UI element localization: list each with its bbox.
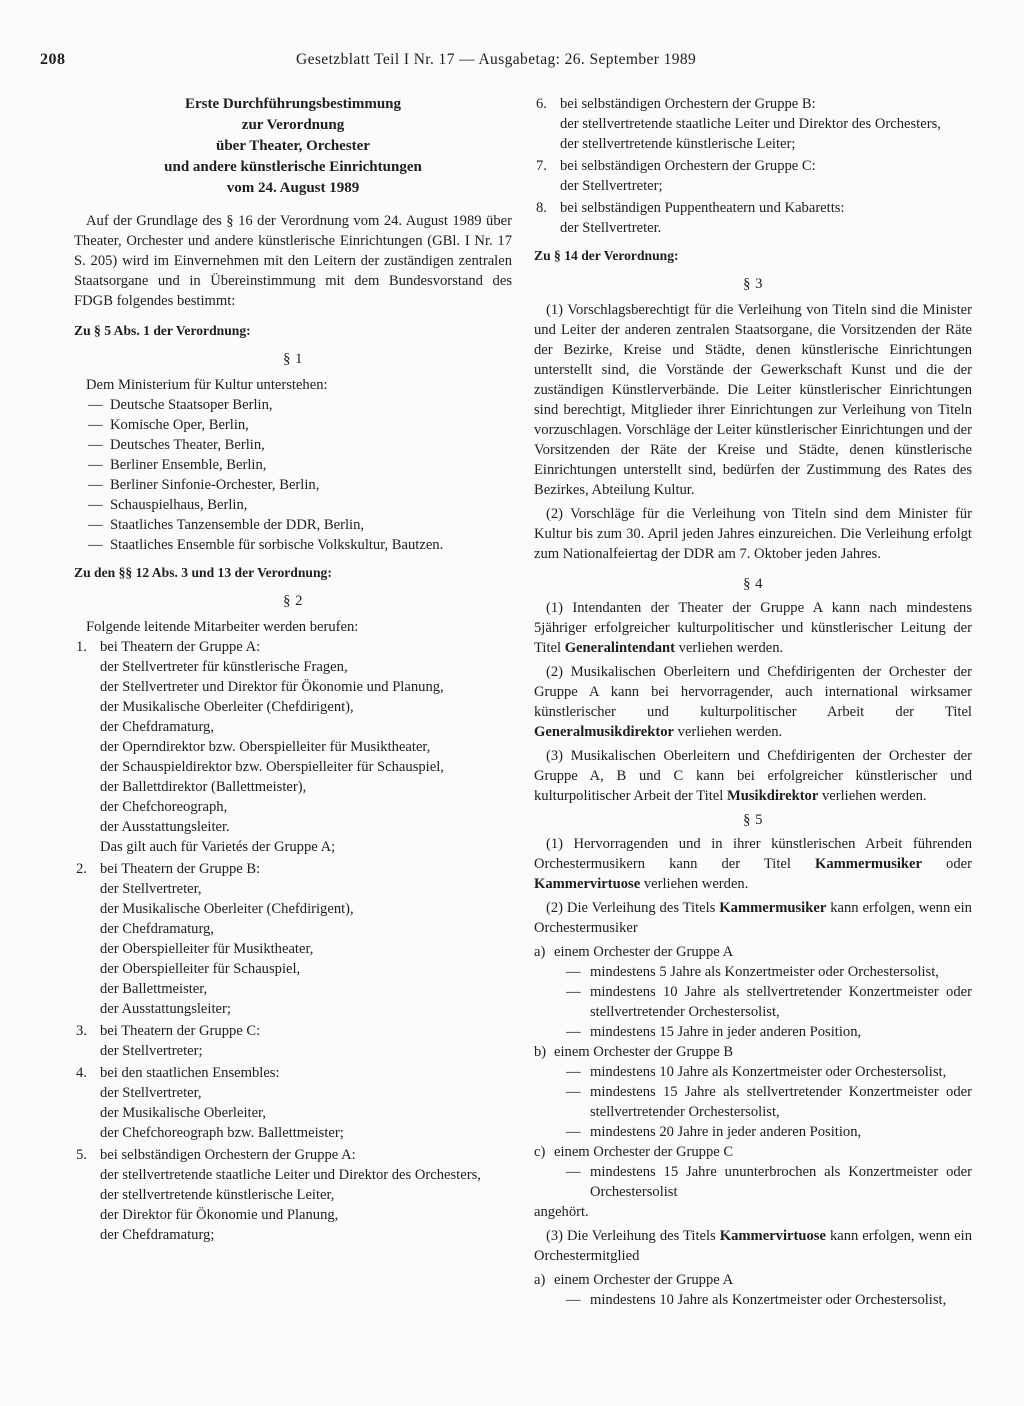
text: verliehen werden. (643, 876, 749, 892)
line: der Musikalische Oberleiter, (100, 1105, 266, 1121)
list-item: — Staatliches Tanzensemble der DDR, Berlin, (88, 515, 512, 535)
line: bei Theatern der Gruppe A: (100, 639, 261, 655)
line: bei selbständigen Orchestern der Gruppe B: (560, 96, 816, 112)
line: bei selbständigen Orchestern der Gruppe A: (100, 1147, 356, 1163)
section-3-title: § 3 (743, 276, 763, 292)
institutions-list (88, 395, 512, 555)
item-number: 7. (536, 158, 547, 174)
text: verliehen werden. (678, 640, 784, 656)
line: der Stellvertreter für künstlerische Fragen, (100, 659, 348, 675)
closing-text: angehört. (534, 1204, 589, 1220)
line: bei selbständigen Puppentheatern und Kabaretts: (560, 200, 845, 216)
subheading-zu-14: Zu § 14 der Verordnung: (534, 248, 679, 263)
section-4-para-2 (534, 662, 972, 742)
line: der Musikalische Oberleiter (Chefdirigent), (100, 901, 354, 917)
right-column (534, 94, 972, 1310)
line: der stellvertretende staatliche Leiter und Direktor des Orchesters, (100, 1167, 481, 1183)
list-item (74, 1063, 512, 1143)
section-3-para-2: (2) Vorschläge für die Verleihung von Titeln sind dem Minister für Kultur bis zum 30. April jeden Jahres einzureichen. Die Verleihung erfolgt zum Nationalfeiertag der DDR am 7. Oktober jeden Jahres. (534, 506, 972, 562)
title-term: Kammermusiker (815, 856, 922, 872)
section-5-para-3 (534, 1226, 972, 1266)
section-4-para-1 (534, 598, 972, 658)
title-line-1: Erste Durchführungsbestimmung (185, 96, 401, 112)
line: der Chefchoreograph bzw. Ballettmeister; (100, 1125, 344, 1141)
criteria-a (534, 942, 972, 962)
item-number: 4. (76, 1065, 87, 1081)
list-item: — Komische Oper, Berlin, (88, 415, 512, 435)
list-item: — mindestens 5 Jahre als Konzertmeister oder Orchestersolist, (566, 962, 972, 982)
section-1-title: § 1 (283, 351, 303, 367)
line: der Stellvertreter. (560, 220, 662, 236)
list-item: — mindestens 15 Jahre als stellvertretender Konzertmeister oder stellvertretender Orchestersolist, (566, 1082, 972, 1122)
line: der Oberspielleiter für Musiktheater, (100, 941, 314, 957)
list-item (534, 198, 972, 238)
title-term: Generalintendant (564, 640, 675, 656)
line: Das gilt auch für Varietés der Gruppe A; (100, 839, 336, 855)
list-item: — Deutsche Staatsoper Berlin, (88, 395, 512, 415)
appointments-list-continued (534, 94, 972, 238)
section-5-para-2 (534, 898, 972, 938)
subheading-zu-5: Zu § 5 Abs. 1 der Verordnung: (74, 323, 251, 338)
item-number: 8. (536, 200, 547, 216)
list-item (74, 637, 512, 857)
list-item: — Staatliches Ensemble für sorbische Volkskultur, Bautzen. (88, 535, 512, 555)
text: einem Orchester der Gruppe A (554, 1272, 734, 1288)
title-term: Kammervirtuose (719, 1228, 826, 1244)
line: der stellvertretende künstlerische Leiter, (100, 1187, 335, 1203)
item-number: 2. (76, 861, 87, 877)
appointments-list (74, 637, 512, 1245)
line: der Stellvertreter und Direktor für Ökonomie und Planung, (100, 679, 444, 695)
item-letter: b) (534, 1044, 547, 1060)
text: (3) Musikalischen Oberleitern und Chefdirigenten der Orchester der Gruppe A, B und C kann bei erfolgreicher künstlerischer und kulturpolitischer Arbeit der Titel (534, 748, 972, 804)
section-1-lead: Dem Ministerium für Kultur unterstehen: (86, 377, 328, 393)
line: der Musikalische Oberleiter (Chefdirigent), (100, 699, 354, 715)
line: bei Theatern der Gruppe C: (100, 1023, 261, 1039)
line: bei selbständigen Orchestern der Gruppe C: (560, 158, 816, 174)
list-item: — mindestens 15 Jahre ununterbrochen als Konzertmeister oder Orchestersolist (566, 1162, 972, 1202)
criteria-a-list (566, 962, 972, 1042)
line: der Stellvertreter; (560, 178, 663, 194)
left-column (74, 94, 512, 1247)
subheading-zu-12-13: Zu den §§ 12 Abs. 3 und 13 der Verordnung: (74, 565, 332, 580)
list-item: — Berliner Sinfonie-Orchester, Berlin, (88, 475, 512, 495)
text: oder (946, 856, 972, 872)
line: der stellvertretende staatliche Leiter und Direktor des Orchesters, (560, 116, 941, 132)
title-term: Kammervirtuose (534, 876, 641, 892)
text: verliehen werden. (677, 724, 783, 740)
title-line-3: über Theater, Orchester (215, 138, 370, 154)
criteria-a2-list (566, 1290, 972, 1310)
list-item: — Schauspielhaus, Berlin, (88, 495, 512, 515)
item-number: 6. (536, 96, 547, 112)
title-term: Kammermusiker (719, 900, 827, 916)
section-4-title: § 4 (743, 576, 763, 592)
line: bei den staatlichen Ensembles: (100, 1065, 280, 1081)
line: bei Theatern der Gruppe B: (100, 861, 261, 877)
text: einem Orchester der Gruppe B (554, 1044, 734, 1060)
line: der Chefdramaturg, (100, 719, 215, 735)
text: einem Orchester der Gruppe C (554, 1144, 734, 1160)
line: der Ausstattungsleiter. (100, 819, 230, 835)
page-number: 208 (40, 51, 66, 68)
line: der Operndirektor bzw. Oberspielleiter für Musiktheater, (100, 739, 431, 755)
line: der Ballettmeister, (100, 981, 208, 997)
line: der Schauspieldirektor bzw. Oberspielleiter für Schauspiel, (100, 759, 444, 775)
title-date: vom 24. August 1989 (226, 180, 360, 196)
section-5-para-1 (534, 834, 972, 894)
list-item: — mindestens 10 Jahre als Konzertmeister oder Orchestersolist, (566, 1290, 972, 1310)
line: der Chefdramaturg, (100, 921, 215, 937)
criteria-b-list (566, 1062, 972, 1142)
criteria-c (534, 1142, 972, 1162)
criteria-a2 (534, 1270, 972, 1290)
section-2-title: § 2 (283, 593, 303, 609)
list-item: — mindestens 15 Jahre in jeder anderen Position, (566, 1022, 972, 1042)
item-letter: a) (534, 1272, 546, 1288)
item-number: 5. (76, 1147, 87, 1163)
section-5-title: § 5 (743, 812, 763, 828)
line: der stellvertretende künstlerische Leiter; (560, 136, 796, 152)
line: der Stellvertreter, (100, 881, 202, 897)
line: der Chefdramaturg; (100, 1227, 215, 1243)
line: der Stellvertreter; (100, 1043, 203, 1059)
preamble: Auf der Grundlage des § 16 der Verordnung vom 24. August 1989 über Theater, Orchester und andere künstlerische Einrichtungen (GBl. I Nr. 17 S. 205) wird im Einvernehmen mit den Leitern der zuständigen zentralen Staatsorgane und in Übereinstimmung mit dem Bundesvorstand des FDGB folgendes bestimmt: (74, 213, 512, 309)
line: der Oberspielleiter für Schauspiel, (100, 961, 301, 977)
text: einem Orchester der Gruppe A (554, 944, 734, 960)
text: (3) Die Verleihung des Titels (546, 1228, 716, 1244)
text: (1) Hervorragenden und in ihrer künstlerischen Arbeit führenden Orchestermusikern kann der Titel (534, 836, 972, 872)
list-item (74, 859, 512, 1019)
list-item (74, 1021, 512, 1061)
criteria-b (534, 1042, 972, 1062)
list-item: — mindestens 10 Jahre als stellvertretender Konzertmeister oder stellvertretender Orchestersolist, (566, 982, 972, 1022)
list-item (534, 156, 972, 196)
criteria-c-list (566, 1162, 972, 1202)
item-number: 3. (76, 1023, 87, 1039)
line: der Ballettdirektor (Ballettmeister), (100, 779, 307, 795)
text: (2) Musikalischen Oberleitern und Chefdirigenten der Orchester der Gruppe A kann bei hervorragender, auch international wirksamer künstlerischer und kulturpolitischer Arbeit der Titel (534, 664, 972, 720)
line: der Ausstattungsleiter; (100, 1001, 231, 1017)
title-line-4: und andere künstlerische Einrichtungen (164, 159, 422, 175)
text: kann erfolgen, wenn ein Orchestermusiker (534, 900, 972, 936)
list-item: — Berliner Ensemble, Berlin, (88, 455, 512, 475)
list-item (534, 94, 972, 154)
title-term: Generalmusikdirektor (534, 724, 674, 740)
text: verliehen werden. (821, 788, 927, 804)
line: der Stellvertreter, (100, 1085, 202, 1101)
list-item: — mindestens 20 Jahre in jeder anderen Position, (566, 1122, 972, 1142)
section-3-para-1: (1) Vorschlagsberechtigt für die Verleihung von Titeln sind die Minister und Leiter der anderen zentralen Staatsorgane, die Vorsitzenden der Räte der Bezirke, Kreise und Städte, denen künstlerische Einrichtungen unterstellt sind, die Vorstände der Gewerkschaft Kunst und die der zuständigen Künstlerverbände. Die Leiter künstlerischer Einrichtungen sind berechtigt, Mitglieder ihrer Einrichtungen zur Verleihung von Titeln vorzuschlagen. Vorschläge der Leiter künstlerischer Einrichtungen und der Vorsitzenden der Räte der Kreise und Städte, denen künstlerische Einrichtungen unterstellt sind, bedürfen der Zustimmung des Rates des Bezirkes, Abteilung Kultur. (534, 302, 972, 498)
title-line-2: zur Verordnung (241, 117, 345, 133)
item-number: 1. (76, 639, 87, 655)
line: der Chefchoreograph, (100, 799, 228, 815)
section-2-lead: Folgende leitende Mitarbeiter werden berufen: (86, 619, 359, 635)
title-term: Musikdirektor (726, 788, 819, 804)
section-4-para-3 (534, 746, 972, 806)
gazette-header: Gesetzblatt Teil I Nr. 17 — Ausgabetag: 26. September 1989 (296, 51, 697, 68)
line: der Direktor für Ökonomie und Planung, (100, 1207, 339, 1223)
item-letter: a) (534, 944, 546, 960)
text: kann erfolgen, wenn ein Orchestermitglied (534, 1228, 972, 1264)
list-item: — mindestens 10 Jahre als Konzertmeister oder Orchestersolist, (566, 1062, 972, 1082)
list-item (74, 1145, 512, 1245)
text: (1) Intendanten der Theater der Gruppe A kann nach mindestens 5jähriger erfolgreicher kulturpolitischer und künstlerischer Leitung der Titel (534, 600, 972, 656)
list-item: — Deutsches Theater, Berlin, (88, 435, 512, 455)
text: (2) Die Verleihung des Titels (546, 900, 716, 916)
item-letter: c) (534, 1144, 546, 1160)
